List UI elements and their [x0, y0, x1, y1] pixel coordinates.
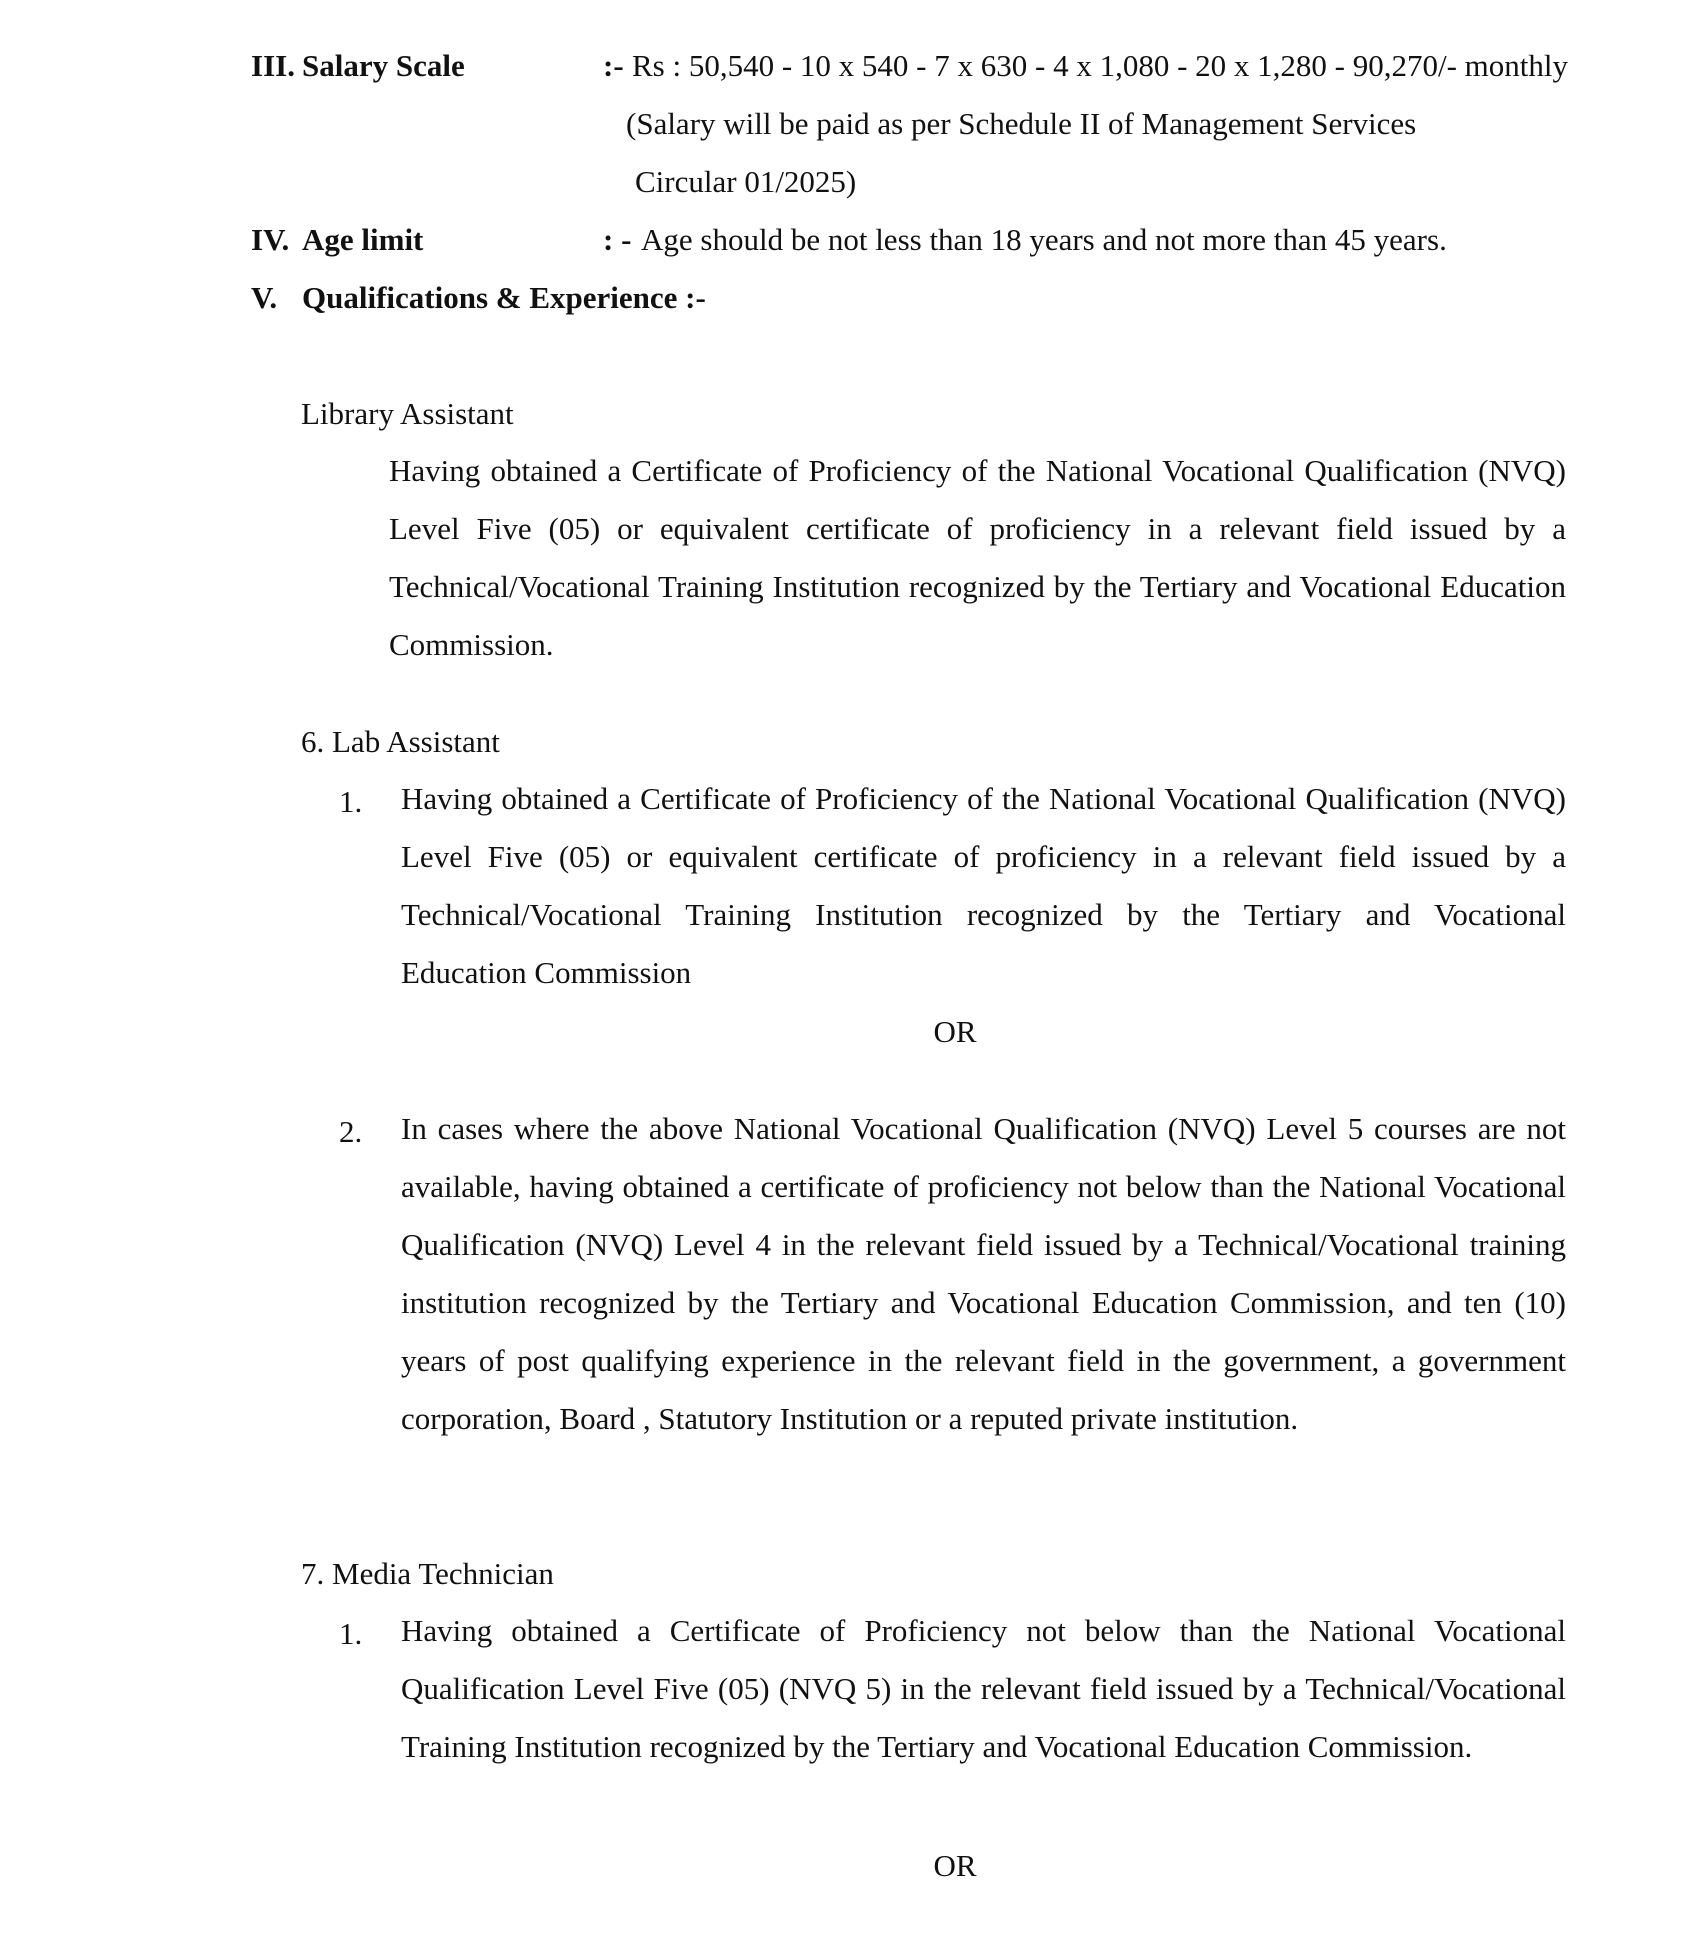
- age-colon: : -: [603, 222, 632, 257]
- lab-assistant-item-number: 1.: [339, 784, 363, 819]
- lab-assistant-title: 6. Lab Assistant: [301, 724, 500, 759]
- media-technician-or-separator: OR: [933, 1848, 977, 1883]
- lab-assistant-item-text: In cases where the above National Vocational Qualification (NVQ) Level 5 courses are not available, having obtained a certificate of proficiency not below than the National Vocational Qualification (NVQ) Level 4 in the relevant field issued by a Technical/Vocational training institution recognized by the Tertiary and Vocational Education Commission, and ten (10) years of post qualifying experience in the relevant field in the government, a government corporation, Board , Statutory Institution or a reputed private institution.: [401, 1111, 1566, 1436]
- salary-colon: :-: [603, 48, 624, 83]
- library-assistant-title: Library Assistant: [301, 396, 514, 431]
- salary-scale-value: Rs : 50,540 - 10 x 540 - 7 x 630 - 4 x 1,080 - 20 x 1,280 - 90,270/- monthly: [632, 48, 1568, 83]
- salary-scale-label: Salary Scale: [302, 48, 465, 83]
- qualifications-heading: Qualifications & Experience :-: [302, 280, 706, 315]
- salary-roman-numeral: III.: [251, 48, 295, 83]
- library-assistant-text: Having obtained a Certificate of Proficiency of the National Vocational Qualification (NVQ) Level Five (05) or equivalent certificate of proficiency in a relevant field issued by a Technical/Vocational Training Institution recognized by the Tertiary and Vocational Education Commission.: [389, 453, 1566, 662]
- media-technician-item-text: Having obtained a Certificate of Proficiency not below than the National Vocational Qualification Level Five (05) (NVQ 5) in the relevant field issued by a Technical/Vocational Training Institution recognized by the Tertiary and Vocational Education Commission.: [401, 1613, 1566, 1764]
- lab-assistant-item-text: Having obtained a Certificate of Proficiency of the National Vocational Qualification (NVQ) Level Five (05) or equivalent certificate of proficiency in a relevant field issued by a Technical/Vocational Training Institution recognized by the Tertiary and Vocational Education Commission: [401, 781, 1566, 990]
- age-limit-value: Age should be not less than 18 years and not more than 45 years.: [641, 222, 1447, 257]
- lab-assistant-item-number: 2.: [339, 1114, 363, 1149]
- age-limit-label: Age limit: [302, 222, 424, 257]
- qualifications-roman-numeral: V.: [251, 280, 278, 315]
- salary-note-line2: Circular 01/2025): [635, 164, 857, 199]
- age-roman-numeral: IV.: [251, 222, 290, 257]
- salary-note-line1: (Salary will be paid as per Schedule II of Management Services: [626, 106, 1417, 141]
- lab-assistant-or-separator: OR: [933, 1014, 977, 1049]
- media-technician-item-number: 1.: [339, 1616, 363, 1651]
- media-technician-title: 7. Media Technician: [301, 1556, 554, 1591]
